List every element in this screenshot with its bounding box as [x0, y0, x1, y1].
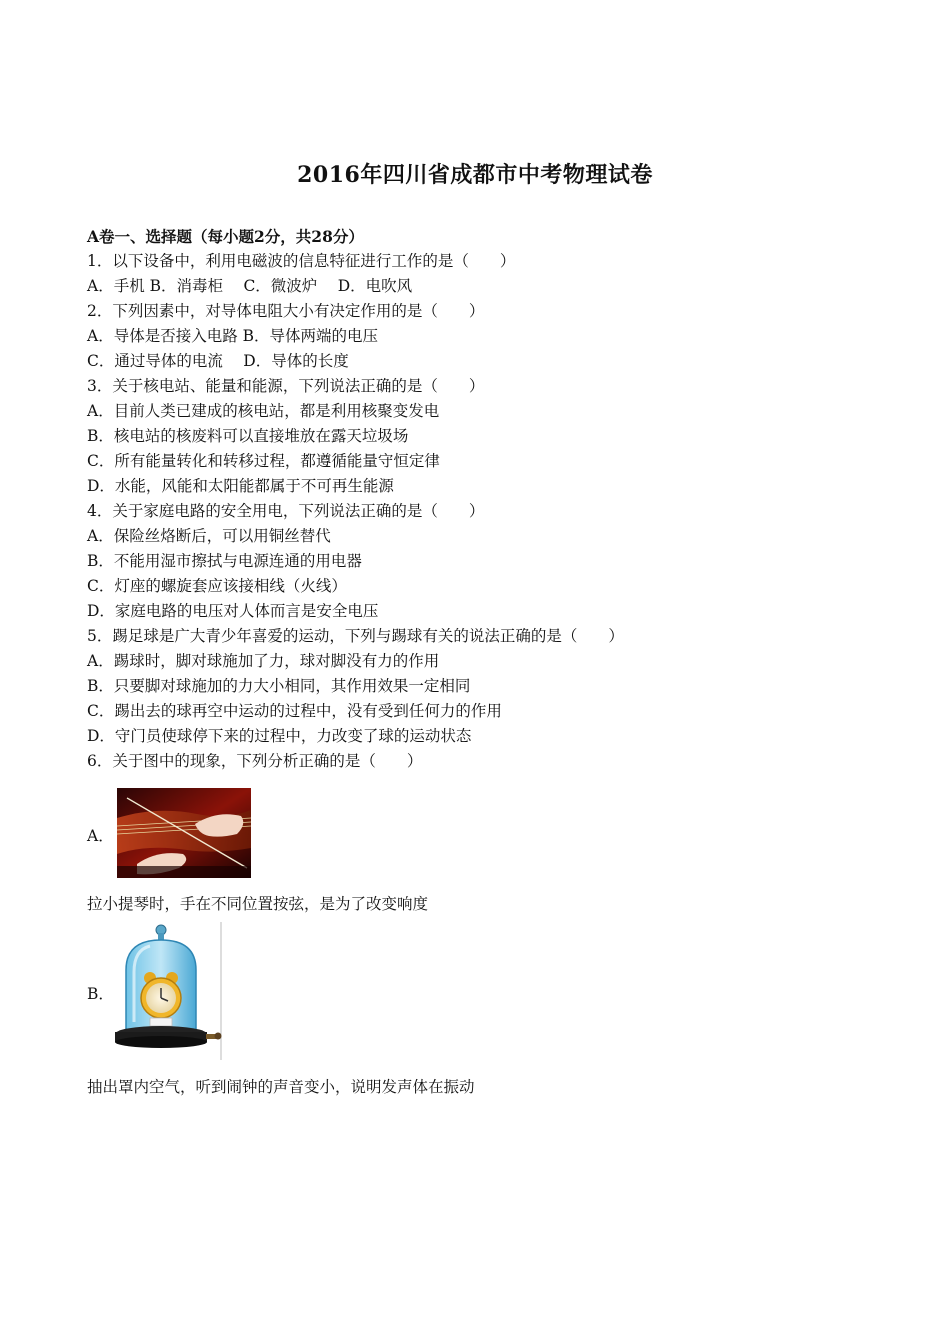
q5-option-c: C．踢出去的球再空中运动的过程中，没有受到任何力的作用: [87, 702, 502, 720]
q5-option-d: D．守门员使球停下来的过程中，力改变了球的运动状态: [87, 727, 472, 745]
q4-option-b: B．不能用湿市擦拭与电源连通的用电器: [87, 552, 362, 570]
q6-option-b-label: B．: [87, 985, 114, 1003]
q4-stem: 4．关于家庭电路的安全用电，下列说法正确的是（ ）: [87, 502, 485, 520]
q3-option-b: B．核电站的核废料可以直接堆放在露天垃圾场: [87, 427, 409, 445]
q5-option-b: B．只要脚对球施加的力大小相同，其作用效果一定相同: [87, 677, 471, 695]
q3-option-d: D．水能，风能和太阳能都属于不可再生能源: [87, 477, 394, 495]
q6-option-b-figure: [87, 922, 867, 1062]
q6-option-a-text: 拉小提琴时，手在不同位置按弦，是为了改变响度: [87, 895, 429, 913]
q6-option-a-label: A．: [87, 827, 114, 845]
violin-image: [117, 788, 251, 878]
q2-options-cd: C．通过导体的电流 D．导体的长度: [87, 352, 349, 370]
q2-options-ab: A．导体是否接入电路 B．导体两端的电压: [87, 327, 379, 345]
q6-stem: 6．关于图中的现象，下列分析正确的是（ ）: [87, 752, 423, 770]
q2-stem: 2．下列因素中，对导体电阻大小有决定作用的是（ ）: [87, 302, 485, 320]
page-title: 2016年四川省成都市中考物理试卷: [297, 162, 653, 188]
q4-option-a: A．保险丝烙断后，可以用铜丝替代: [87, 527, 331, 545]
q3-option-a: A．目前人类已建成的核电站，都是利用核聚变发电: [87, 402, 440, 420]
q6-option-a-figure: [87, 788, 867, 892]
q5-option-a: A．踢球时，脚对球施加了力，球对脚没有力的作用: [87, 652, 440, 670]
q3-stem: 3．关于核电站、能量和能源，下列说法正确的是（ ）: [87, 377, 485, 395]
bell-jar-alarm-clock-image: [114, 922, 224, 1060]
q5-stem: 5．踢足球是广大青少年喜爱的运动，下列与踢球有关的说法正确的是（ ）: [87, 627, 624, 645]
q1-stem: 1．以下设备中，利用电磁波的信息特征进行工作的是（ ）: [87, 252, 516, 270]
q6-option-b-text: 抽出罩内空气，听到闹钟的声音变小，说明发声体在振动: [87, 1078, 475, 1096]
q1-options: A．手机 B．消毒柜 C．微波炉 D．电吹风: [87, 277, 413, 295]
q4-option-d: D．家庭电路的电压对人体而言是安全电压: [87, 602, 379, 620]
q4-option-c: C．灯座的螺旋套应该接相线（火线）: [87, 577, 347, 595]
section-heading: A卷一、选择题（每小题2分，共28分）: [87, 227, 364, 246]
q3-option-c: C．所有能量转化和转移过程，都遵循能量守恒定律: [87, 452, 440, 470]
question-content: [87, 224, 867, 1100]
